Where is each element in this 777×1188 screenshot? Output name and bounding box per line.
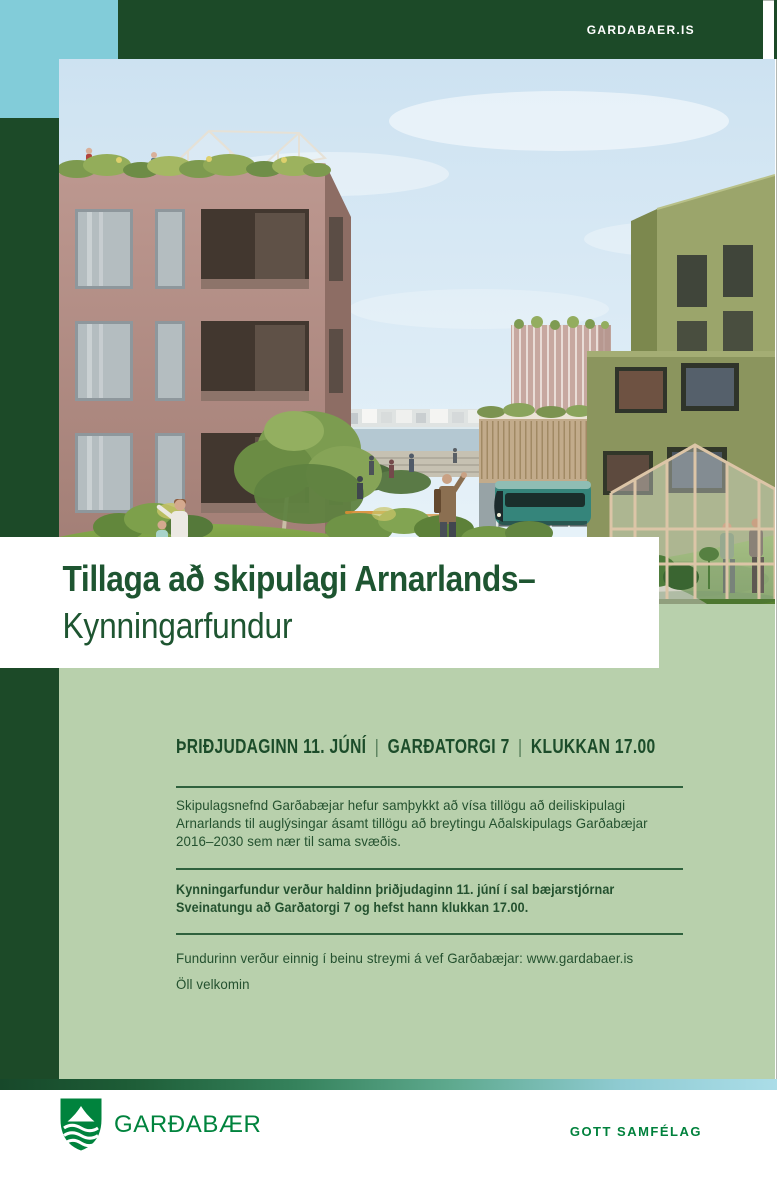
- body-paragraph-2: [176, 880, 614, 916]
- poster-title-line2: Kynningarfundur: [62, 605, 293, 646]
- tagline: GOTT SAMFÉLAG: [569, 1124, 702, 1139]
- poster-title-line1: Tillaga að skipulagi Arnarlands–: [62, 558, 536, 599]
- divider-line: [176, 933, 683, 935]
- paragraph-line: Kynningarfundur verður haldinn þriðjudaginn 11. júní í sal bæjarstjórnar: [176, 881, 615, 897]
- site-url-label: GARDABAER.IS: [586, 22, 695, 37]
- meeting-time: KLUKKAN 17.00: [530, 736, 656, 758]
- body-paragraph-3: Fundurinn verður einnig í beinu streymi á vef Garðabæjar: www.gardabaer.is: [176, 950, 634, 966]
- paragraph-line: Skipulagsnefnd Garðabæjar hefur samþykkt að vísa tillögu að deiliskipulagi: [176, 797, 626, 813]
- meeting-location: GARÐATORGI 7: [387, 736, 510, 758]
- paragraph-line: Arnarlands til auglýsingar ásamt tillögu að breytingu Aðalskipulags Garðabæjar: [176, 815, 648, 831]
- divider-line: [176, 868, 683, 870]
- hero-image: [59, 59, 775, 604]
- poster-title: [0, 537, 580, 649]
- title-banner: [0, 537, 659, 668]
- meeting-date: ÞRIÐJUDAGINN 11. JÚNÍ: [176, 736, 367, 758]
- gardabaer-logo-text: GARÐABÆR: [114, 1110, 262, 1138]
- separator: |: [518, 737, 523, 758]
- gardabaer-logo-shield: [59, 1097, 103, 1152]
- hero-illustration: [59, 59, 775, 604]
- meeting-info-heading: [176, 734, 655, 761]
- paragraph-line: Sveinatungu að Garðatorgi 7 og hefst hann klukkan 17.00.: [176, 899, 529, 915]
- divider-line: [176, 786, 683, 788]
- separator: |: [374, 737, 380, 758]
- paragraph-line: 2016–2030 sem nær til sama svæðis.: [176, 833, 402, 849]
- header-bar: [118, 0, 763, 59]
- gardabaer-logo: [59, 1097, 262, 1152]
- body-paragraph-4: Öll velkomin: [176, 976, 250, 992]
- body-paragraph-1: [176, 796, 648, 850]
- tram: [494, 481, 591, 526]
- footer-gradient-bar: [0, 1079, 777, 1090]
